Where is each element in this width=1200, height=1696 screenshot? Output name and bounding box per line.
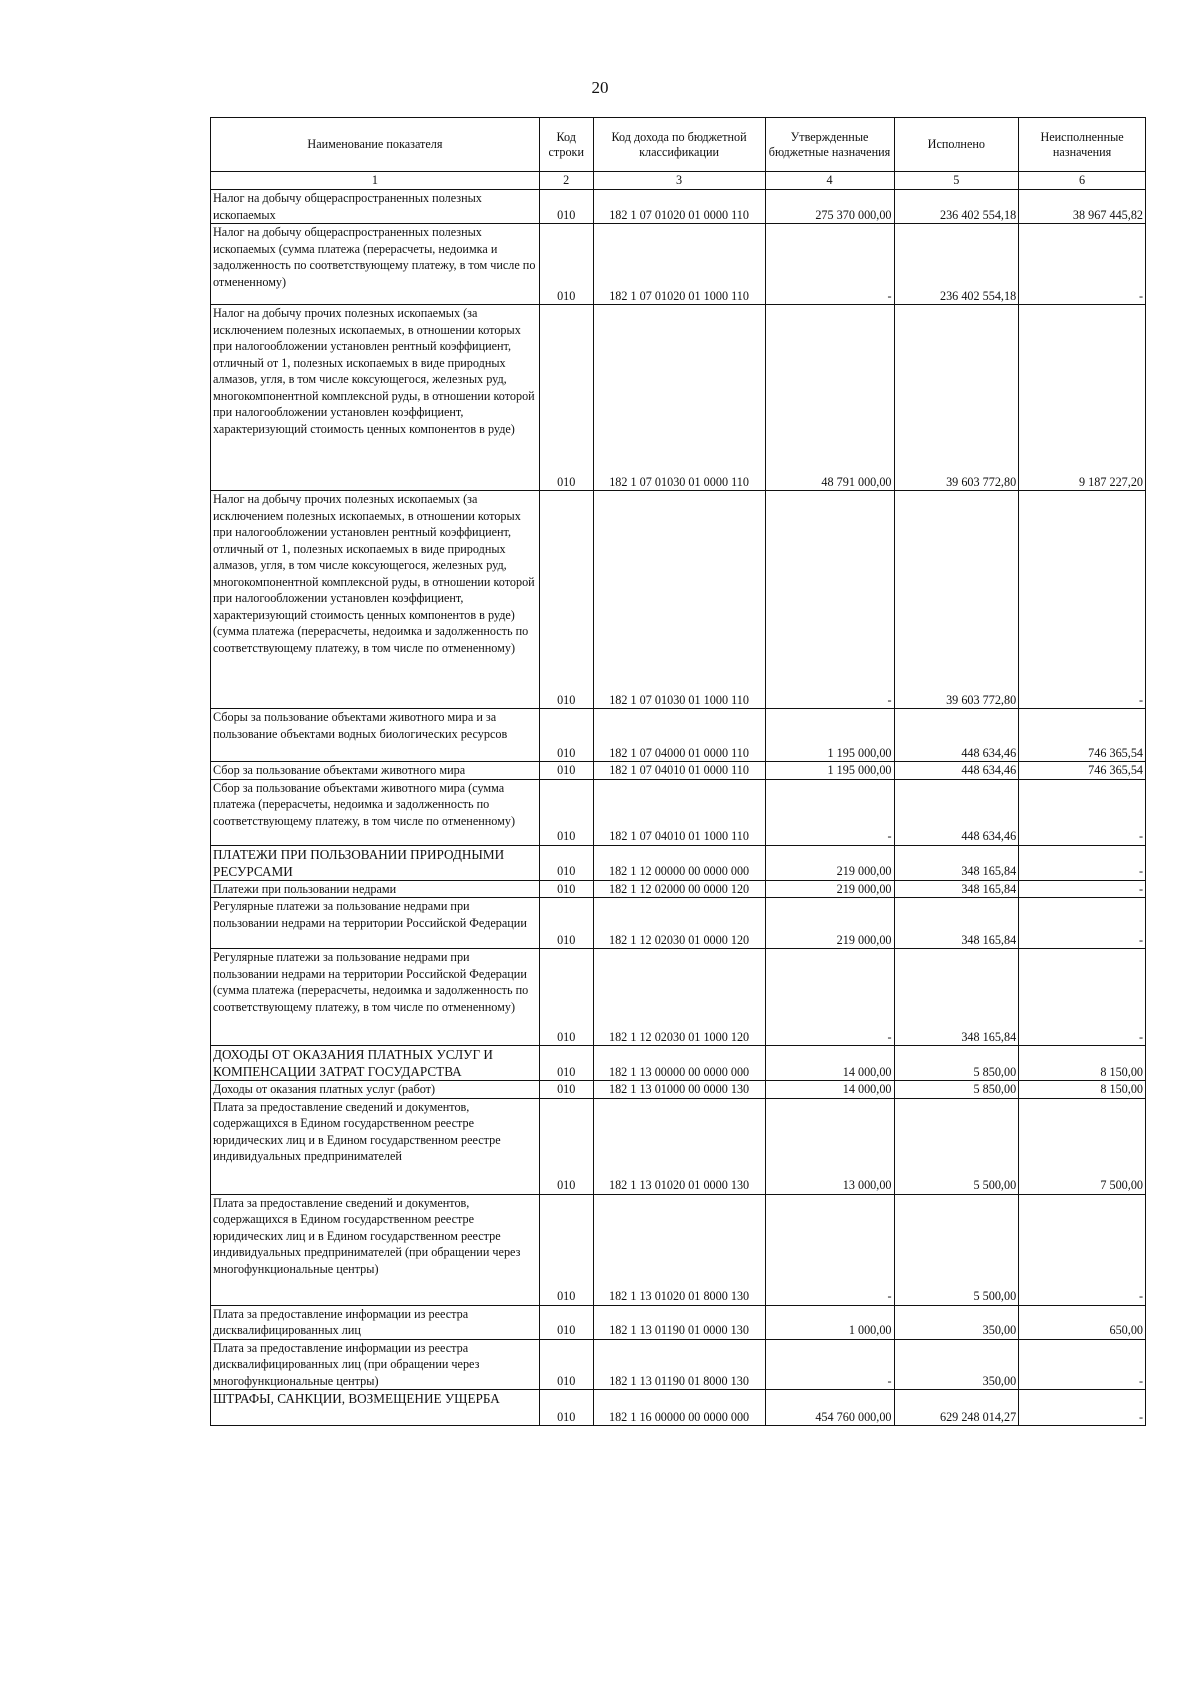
row-code-cell: 010 [539,1305,593,1339]
row-code-cell: 010 [539,898,593,949]
column-number: 1 [211,172,540,190]
row-code-cell: 010 [539,1046,593,1081]
approved-value-cell: - [765,491,894,709]
income-code-cell: 182 1 16 00000 00 0000 000 [593,1390,765,1426]
executed-value-cell: 350,00 [894,1339,1019,1390]
income-code-cell: 182 1 13 01020 01 0000 130 [593,1098,765,1194]
approved-value-cell: 219 000,00 [765,880,894,898]
table-row [211,190,1146,224]
indicator-name-cell: Регулярные платежи за пользование недрами при пользовании недрами на территории Российской Федерации [211,898,540,949]
approved-value-cell: 13 000,00 [765,1098,894,1194]
approved-value-cell: 275 370 000,00 [765,190,894,224]
header-unexecuted: Неисполненные назначения [1019,118,1146,172]
indicator-name-cell: Плата за предоставление сведений и документов, содержащихся в Едином государственном реестре юридических лиц и в Едином государственном реестре индивидуальных предпринимателей (при обращении через многофункциональные центры) [211,1194,540,1305]
table-row [211,1305,1146,1339]
row-code-cell: 010 [539,305,593,491]
unexecuted-value-cell: - [1019,1339,1146,1390]
table-row [211,1098,1146,1194]
table-row [211,1390,1146,1426]
indicator-name-cell: Сбор за пользование объектами животного мира (сумма платежа (перерасчеты, недоимка и задолженность по соответствующему платежу, в том числе по отмененному) [211,779,540,845]
income-code-cell: 182 1 13 01190 01 8000 130 [593,1339,765,1390]
table-row [211,1081,1146,1099]
indicator-name-cell: Сборы за пользование объектами животного мира и за пользование объектами водных биологических ресурсов [211,709,540,762]
income-code-cell: 182 1 12 02000 00 0000 120 [593,880,765,898]
executed-value-cell: 448 634,46 [894,709,1019,762]
header-indicator-name: Наименование показателя [211,118,540,172]
indicator-name-cell: ПЛАТЕЖИ ПРИ ПОЛЬЗОВАНИИ ПРИРОДНЫМИ РЕСУРСАМИ [211,845,540,880]
approved-value-cell: 1 195 000,00 [765,762,894,780]
column-number: 5 [894,172,1019,190]
unexecuted-value-cell: - [1019,1194,1146,1305]
indicator-name-cell: Плата за предоставление информации из реестра дисквалифицированных лиц [211,1305,540,1339]
executed-value-cell: 5 500,00 [894,1098,1019,1194]
table-row [211,779,1146,845]
approved-value-cell: 219 000,00 [765,898,894,949]
table-row [211,1046,1146,1081]
income-code-cell: 182 1 07 01020 01 1000 110 [593,224,765,305]
unexecuted-value-cell: - [1019,898,1146,949]
indicator-name-cell: Сбор за пользование объектами животного мира [211,762,540,780]
table-body [211,190,1146,1426]
executed-value-cell: 348 165,84 [894,949,1019,1046]
row-code-cell: 010 [539,762,593,780]
approved-value-cell: - [765,1194,894,1305]
budget-execution-table [210,117,1146,1426]
table-row [211,1194,1146,1305]
income-code-cell: 182 1 07 01030 01 1000 110 [593,491,765,709]
row-code-cell: 010 [539,779,593,845]
unexecuted-value-cell: - [1019,845,1146,880]
unexecuted-value-cell: 8 150,00 [1019,1081,1146,1099]
header-approved: Утвержденные бюджетные назначения [765,118,894,172]
table-row [211,845,1146,880]
unexecuted-value-cell: - [1019,491,1146,709]
column-number: 3 [593,172,765,190]
table-row [211,762,1146,780]
executed-value-cell: 5 850,00 [894,1046,1019,1081]
income-code-cell: 182 1 13 01190 01 0000 130 [593,1305,765,1339]
approved-value-cell: - [765,1339,894,1390]
unexecuted-value-cell: 38 967 445,82 [1019,190,1146,224]
unexecuted-value-cell: - [1019,1390,1146,1426]
income-code-cell: 182 1 07 04010 01 0000 110 [593,762,765,780]
indicator-name-cell: Плата за предоставление сведений и документов, содержащихся в Едином государственном реестре юридических лиц и в Едином государственном реестре индивидуальных предпринимателей [211,1098,540,1194]
column-number: 2 [539,172,593,190]
income-code-cell: 182 1 07 04000 01 0000 110 [593,709,765,762]
table-row [211,898,1146,949]
unexecuted-value-cell: 650,00 [1019,1305,1146,1339]
indicator-name-cell: Плата за предоставление информации из реестра дисквалифицированных лиц (при обращении через многофункциональные центры) [211,1339,540,1390]
income-code-cell: 182 1 07 01020 01 0000 110 [593,190,765,224]
income-code-cell: 182 1 13 01020 01 8000 130 [593,1194,765,1305]
unexecuted-value-cell: - [1019,779,1146,845]
indicator-name-cell: ДОХОДЫ ОТ ОКАЗАНИЯ ПЛАТНЫХ УСЛУГ И КОМПЕНСАЦИИ ЗАТРАТ ГОСУДАРСТВА [211,1046,540,1081]
column-number-row [211,172,1146,190]
approved-value-cell: 1 000,00 [765,1305,894,1339]
row-code-cell: 010 [539,1339,593,1390]
income-code-cell: 182 1 12 00000 00 0000 000 [593,845,765,880]
approved-value-cell: - [765,949,894,1046]
row-code-cell: 010 [539,1194,593,1305]
table-header-row [211,118,1146,172]
unexecuted-value-cell: - [1019,880,1146,898]
column-number: 4 [765,172,894,190]
row-code-cell: 010 [539,224,593,305]
executed-value-cell: 5 500,00 [894,1194,1019,1305]
unexecuted-value-cell: 746 365,54 [1019,762,1146,780]
indicator-name-cell: Регулярные платежи за пользование недрами при пользовании недрами на территории Российской Федерации (сумма платежа (перерасчеты, недоимка и задолженность по соответствующему платежу, в том числе по отмененному) [211,949,540,1046]
approved-value-cell: 1 195 000,00 [765,709,894,762]
table-row [211,1339,1146,1390]
executed-value-cell: 5 850,00 [894,1081,1019,1099]
table-row [211,224,1146,305]
indicator-name-cell: Налог на добычу общераспространенных полезных ископаемых (сумма платежа (перерасчеты, недоимка и задолженность по соответствующему платежу, в том числе по отмененному) [211,224,540,305]
income-code-cell: 182 1 13 00000 00 0000 000 [593,1046,765,1081]
table-row [211,709,1146,762]
income-code-cell: 182 1 12 02030 01 0000 120 [593,898,765,949]
executed-value-cell: 629 248 014,27 [894,1390,1019,1426]
unexecuted-value-cell: 9 187 227,20 [1019,305,1146,491]
row-code-cell: 010 [539,1081,593,1099]
executed-value-cell: 39 603 772,80 [894,491,1019,709]
unexecuted-value-cell: 746 365,54 [1019,709,1146,762]
table-row [211,949,1146,1046]
income-code-cell: 182 1 07 04010 01 1000 110 [593,779,765,845]
row-code-cell: 010 [539,709,593,762]
approved-value-cell: - [765,224,894,305]
approved-value-cell: 48 791 000,00 [765,305,894,491]
row-code-cell: 010 [539,1098,593,1194]
table-row [211,305,1146,491]
unexecuted-value-cell: - [1019,949,1146,1046]
approved-value-cell: 14 000,00 [765,1081,894,1099]
row-code-cell: 010 [539,1390,593,1426]
executed-value-cell: 348 165,84 [894,845,1019,880]
header-income-code: Код дохода по бюджетной классификации [593,118,765,172]
page-number: 20 [591,78,609,97]
income-code-cell: 182 1 12 02030 01 1000 120 [593,949,765,1046]
row-code-cell: 010 [539,845,593,880]
header-row-code: Код строки [539,118,593,172]
unexecuted-value-cell: - [1019,224,1146,305]
indicator-name-cell: Налог на добычу прочих полезных ископаемых (за исключением полезных ископаемых, в отношении которых при налогообложении установлен рентный коэффициент, отличный от 1, полезных ископаемых в виде природных алмазов, угля, в том числе коксующегося, железных руд, многокомпонентной комплексной руды, в отношении которой при налогообложении установлен коэффициент, характеризующий стоимость ценных компонентов в руде) [211,305,540,491]
column-number: 6 [1019,172,1146,190]
approved-value-cell: 14 000,00 [765,1046,894,1081]
indicator-name-cell: ШТРАФЫ, САНКЦИИ, ВОЗМЕЩЕНИЕ УЩЕРБА [211,1390,540,1426]
executed-value-cell: 448 634,46 [894,779,1019,845]
table-row [211,880,1146,898]
unexecuted-value-cell: 8 150,00 [1019,1046,1146,1081]
unexecuted-value-cell: 7 500,00 [1019,1098,1146,1194]
executed-value-cell: 348 165,84 [894,898,1019,949]
row-code-cell: 010 [539,949,593,1046]
approved-value-cell: - [765,779,894,845]
executed-value-cell: 39 603 772,80 [894,305,1019,491]
approved-value-cell: 219 000,00 [765,845,894,880]
executed-value-cell: 350,00 [894,1305,1019,1339]
income-code-cell: 182 1 13 01000 00 0000 130 [593,1081,765,1099]
table-row [211,491,1146,709]
executed-value-cell: 236 402 554,18 [894,224,1019,305]
header-executed: Исполнено [894,118,1019,172]
row-code-cell: 010 [539,491,593,709]
approved-value-cell: 454 760 000,00 [765,1390,894,1426]
executed-value-cell: 448 634,46 [894,762,1019,780]
indicator-name-cell: Налог на добычу общераспространенных полезных ископаемых [211,190,540,224]
income-code-cell: 182 1 07 01030 01 0000 110 [593,305,765,491]
indicator-name-cell: Доходы от оказания платных услуг (работ) [211,1081,540,1099]
executed-value-cell: 348 165,84 [894,880,1019,898]
row-code-cell: 010 [539,880,593,898]
executed-value-cell: 236 402 554,18 [894,190,1019,224]
row-code-cell: 010 [539,190,593,224]
indicator-name-cell: Налог на добычу прочих полезных ископаемых (за исключением полезных ископаемых, в отношении которых при налогообложении установлен рентный коэффициент, отличный от 1, полезных ископаемых в виде природных алмазов, угля, в том числе коксующегося, железных руд, многокомпонентной комплексной руды, в отношении которой при налогообложении установлен коэффициент, характеризующий стоимость ценных компонентов в руде) (сумма платежа (перерасчеты, недоимка и задолженность по соответствующему платежу, в том числе по отмененному) [211,491,540,709]
indicator-name-cell: Платежи при пользовании недрами [211,880,540,898]
